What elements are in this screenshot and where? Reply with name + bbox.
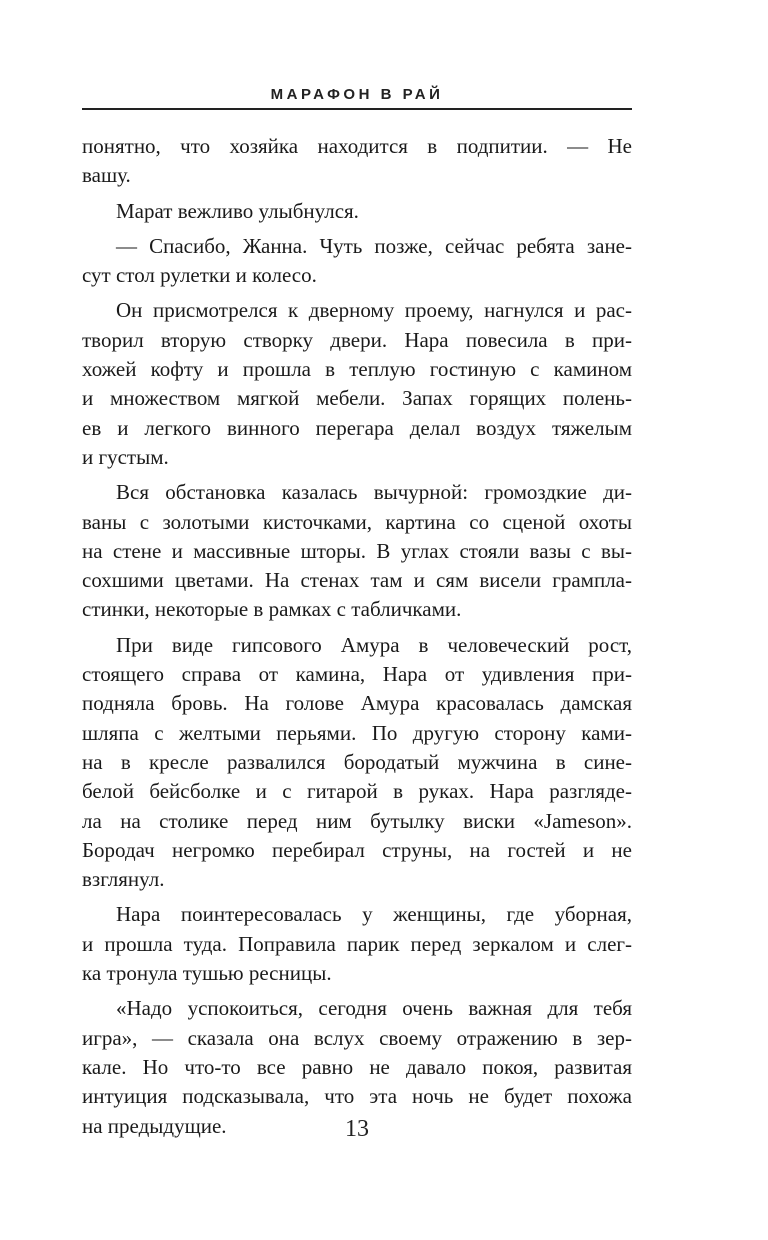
paragraph — [82, 232, 632, 291]
text-line: — Спасибо, Жанна. Чуть позже, сейчас ребята зане- — [116, 233, 632, 258]
text-line: Вся обстановка казалась вычурной: громоздкие ди- — [116, 480, 632, 505]
text-line: взглянул. — [82, 867, 165, 892]
text-line: кале. Но что-то все равно не давало покоя, развитая — [82, 1054, 632, 1079]
text-line: и густым. — [82, 444, 169, 469]
text-line: игра», — сказала она вслух своему отражению в зер- — [82, 1025, 632, 1050]
text-line: вашу. — [82, 163, 131, 188]
text-line: ка тронула тушью ресницы. — [82, 961, 332, 986]
text-line: шляпа с желтыми перьями. По другую сторону ками- — [82, 720, 632, 745]
text-line: сут стол рулетки и колесо. — [82, 263, 317, 288]
text-line: творил вторую створку двери. Нара повесила в при- — [82, 327, 632, 352]
text-line: Он присмотрелся к дверному проему, нагнулся и рас- — [116, 298, 632, 323]
paragraph — [82, 197, 632, 226]
text-line: понятно, что хозяйка находится в подпитии. — Не — [82, 134, 632, 158]
text-line: ла на столике перед ним бутылку виски «Jameson». — [82, 808, 632, 833]
text-line: белой бейсболке и с гитарой в руках. Нара разгляде- — [82, 779, 632, 804]
text-line: на предыдущие. — [82, 1113, 227, 1138]
paragraph — [82, 478, 632, 624]
paragraph — [82, 132, 632, 191]
text-line: подняла бровь. На голове Амура красовалась дамская — [82, 691, 632, 716]
text-line: стинки, некоторые в рамках с табличками. — [82, 597, 462, 622]
text-line: сохшими цветами. На стенах там и сям висели грампла- — [82, 568, 632, 593]
text-line: При виде гипсового Амура в человеческий рост, — [116, 632, 632, 657]
text-line: на стене и массивные шторы. В углах стояли вазы с вы- — [82, 538, 632, 563]
text-line: хожей кофту и прошла в теплую гостиную с камином — [82, 357, 632, 382]
paragraph — [82, 631, 632, 895]
text-line: ев и легкого винного перегара делал воздух тяжелым — [82, 415, 632, 440]
text-line: Бородач негромко перебирал струны, на гостей и не — [82, 837, 632, 862]
text-line: и множеством мягкой мебели. Запах горящих полень- — [82, 386, 632, 411]
text-line: «Надо успокоиться, сегодня очень важная для тебя — [116, 996, 632, 1021]
text-line: ваны с золотыми кисточками, картина со сценой охоты — [82, 509, 632, 534]
page-number: 13 — [345, 1116, 369, 1142]
paragraph — [82, 900, 632, 988]
text-line: интуиция подсказывала, что эта ночь не будет похожа — [82, 1084, 632, 1109]
header-rule — [82, 108, 632, 110]
paragraph — [82, 296, 632, 472]
text-line: на в кресле развалился бородатый мужчина в сине- — [82, 749, 632, 774]
text-line: стоящего справа от камина, Нара от удивления при- — [82, 662, 632, 687]
text-line: и прошла туда. Поправила парик перед зеркалом и слег- — [82, 931, 632, 956]
running-title: МАРАФОН В РАЙ — [270, 86, 444, 103]
text-line: Марат вежливо улыбнулся. — [116, 198, 359, 223]
body-text — [82, 132, 632, 1141]
text-line: Нара поинтересовалась у женщины, где уборная, — [116, 902, 632, 927]
